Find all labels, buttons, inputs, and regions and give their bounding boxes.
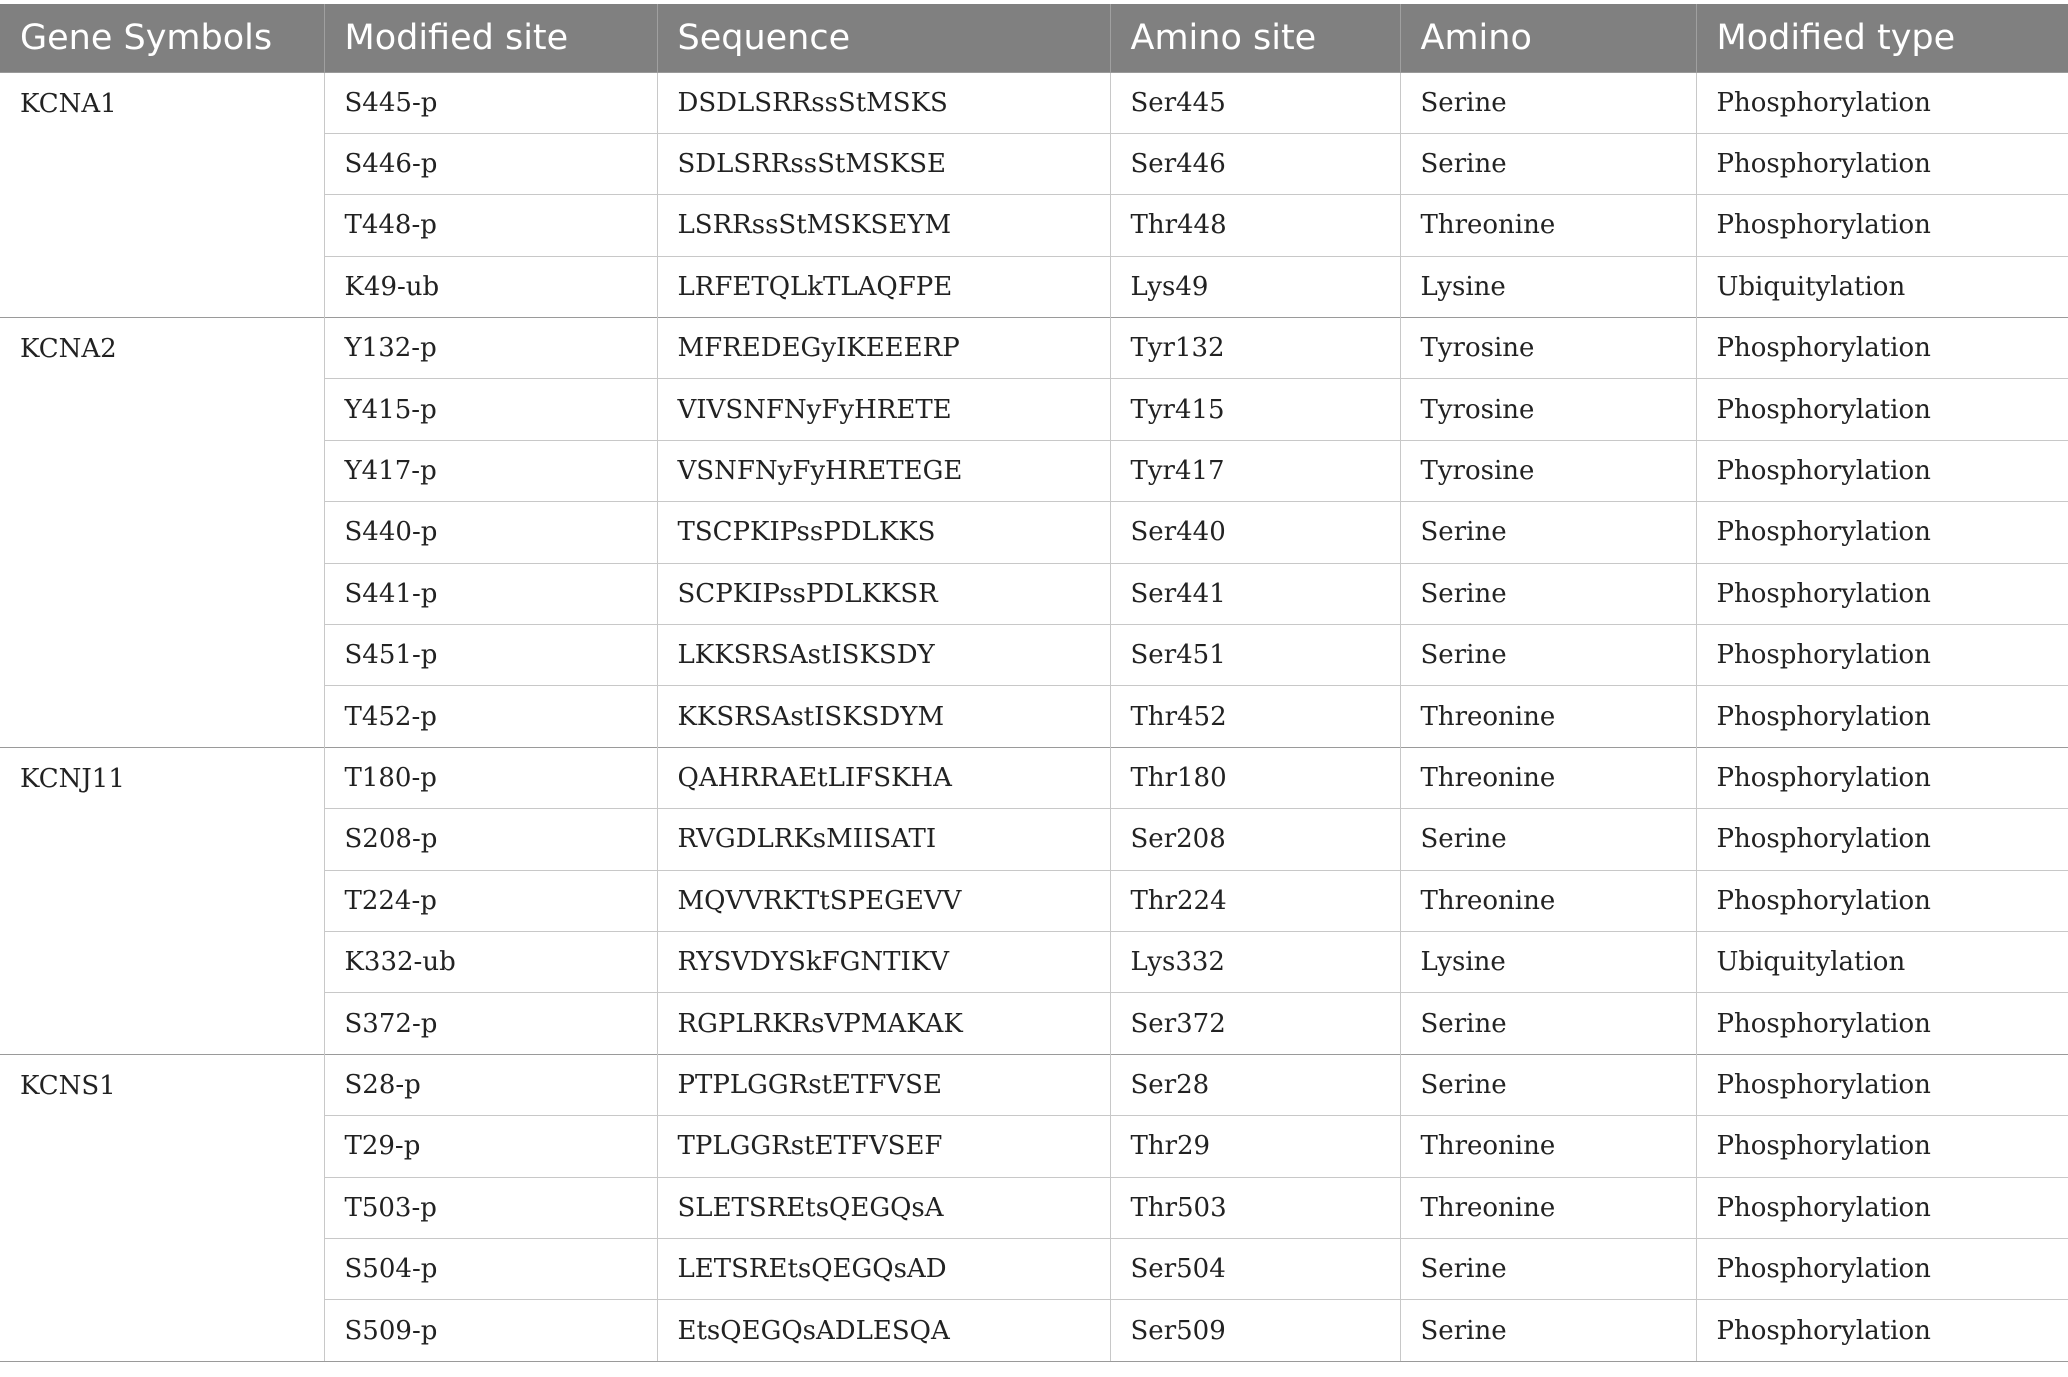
sequence-cell: VIVSNFNyFyHRETE: [657, 379, 1110, 440]
amino-cell: Serine: [1400, 1300, 1696, 1361]
amino-site-cell: Thr448: [1110, 195, 1400, 256]
amino-site-cell: Ser28: [1110, 1054, 1400, 1115]
amino-cell: Threonine: [1400, 1177, 1696, 1238]
amino-site-cell: Tyr132: [1110, 318, 1400, 379]
amino-cell: Threonine: [1400, 747, 1696, 808]
sequence-cell: QAHRRAEtLIFSKHA: [657, 747, 1110, 808]
amino-site-cell: Ser445: [1110, 72, 1400, 133]
amino-cell: Serine: [1400, 133, 1696, 194]
amino-cell: Serine: [1400, 72, 1696, 133]
amino-cell: Serine: [1400, 809, 1696, 870]
modified-type-cell: Phosphorylation: [1696, 686, 2068, 747]
gene-symbol-cell: KCNS1: [0, 1054, 324, 1361]
table-row: [0, 318, 2068, 379]
sequence-cell: TPLGGRstETFVSEF: [657, 1116, 1110, 1177]
sequence-cell: LKKSRSAstISKSDY: [657, 625, 1110, 686]
sequence-cell: RVGDLRKsMIISATI: [657, 809, 1110, 870]
modified-type-cell: Phosphorylation: [1696, 870, 2068, 931]
modified-site-cell: S451-p: [324, 625, 657, 686]
sequence-cell: SCPKIPssPDLKKSR: [657, 563, 1110, 624]
amino-cell: Lysine: [1400, 931, 1696, 992]
modified-site-cell: T29-p: [324, 1116, 657, 1177]
amino-cell: Serine: [1400, 563, 1696, 624]
header-modified-site: Modified site: [324, 4, 657, 72]
modified-type-cell: Phosphorylation: [1696, 195, 2068, 256]
amino-cell: Tyrosine: [1400, 379, 1696, 440]
modified-type-cell: Phosphorylation: [1696, 502, 2068, 563]
modified-site-cell: S504-p: [324, 1238, 657, 1299]
amino-site-cell: Ser509: [1110, 1300, 1400, 1361]
modified-type-cell: Phosphorylation: [1696, 563, 2068, 624]
ptm-table: [0, 4, 2068, 1362]
header-amino: Amino: [1400, 4, 1696, 72]
amino-cell: Tyrosine: [1400, 440, 1696, 501]
amino-cell: Serine: [1400, 625, 1696, 686]
modified-type-cell: Phosphorylation: [1696, 1300, 2068, 1361]
sequence-cell: RYSVDYSkFGNTIKV: [657, 931, 1110, 992]
amino-site-cell: Tyr417: [1110, 440, 1400, 501]
amino-site-cell: Ser504: [1110, 1238, 1400, 1299]
sequence-cell: DSDLSRRssStMSKS: [657, 72, 1110, 133]
gene-symbol-cell: KCNJ11: [0, 747, 324, 1054]
modified-site-cell: K332-ub: [324, 931, 657, 992]
header-sequence: Sequence: [657, 4, 1110, 72]
amino-site-cell: Ser208: [1110, 809, 1400, 870]
modified-type-cell: Phosphorylation: [1696, 72, 2068, 133]
amino-cell: Lysine: [1400, 256, 1696, 317]
amino-site-cell: Ser372: [1110, 993, 1400, 1054]
modified-site-cell: S446-p: [324, 133, 657, 194]
header-row: [0, 4, 2068, 72]
amino-cell: Serine: [1400, 993, 1696, 1054]
amino-site-cell: Thr29: [1110, 1116, 1400, 1177]
amino-site-cell: Tyr415: [1110, 379, 1400, 440]
amino-site-cell: Thr224: [1110, 870, 1400, 931]
modified-type-cell: Phosphorylation: [1696, 1177, 2068, 1238]
table-row: [0, 747, 2068, 808]
amino-cell: Serine: [1400, 502, 1696, 563]
amino-cell: Threonine: [1400, 195, 1696, 256]
modified-site-cell: T503-p: [324, 1177, 657, 1238]
modified-type-cell: Ubiquitylation: [1696, 256, 2068, 317]
modified-type-cell: Phosphorylation: [1696, 1054, 2068, 1115]
table-row: [0, 72, 2068, 133]
amino-cell: Threonine: [1400, 1116, 1696, 1177]
modified-site-cell: S441-p: [324, 563, 657, 624]
modified-site-cell: K49-ub: [324, 256, 657, 317]
modified-site-cell: S28-p: [324, 1054, 657, 1115]
sequence-cell: LSRRssStMSKSEYM: [657, 195, 1110, 256]
modified-site-cell: T452-p: [324, 686, 657, 747]
amino-site-cell: Thr452: [1110, 686, 1400, 747]
sequence-cell: LRFETQLkTLAQFPE: [657, 256, 1110, 317]
modified-type-cell: Phosphorylation: [1696, 1238, 2068, 1299]
sequence-cell: MQVVRKTtSPEGEVV: [657, 870, 1110, 931]
amino-site-cell: Thr180: [1110, 747, 1400, 808]
amino-site-cell: Ser441: [1110, 563, 1400, 624]
amino-cell: Tyrosine: [1400, 318, 1696, 379]
modified-site-cell: T448-p: [324, 195, 657, 256]
gene-symbol-cell: KCNA2: [0, 318, 324, 748]
sequence-cell: KKSRSAstISKSDYM: [657, 686, 1110, 747]
modified-type-cell: Phosphorylation: [1696, 318, 2068, 379]
sequence-cell: PTPLGGRstETFVSE: [657, 1054, 1110, 1115]
table-row: [0, 1054, 2068, 1115]
header-modified-type: Modified type: [1696, 4, 2068, 72]
modified-type-cell: Phosphorylation: [1696, 747, 2068, 808]
modified-type-cell: Phosphorylation: [1696, 379, 2068, 440]
modified-type-cell: Phosphorylation: [1696, 133, 2068, 194]
sequence-cell: EtsQEGQsADLESQA: [657, 1300, 1110, 1361]
table-header: [0, 4, 2068, 72]
modified-type-cell: Phosphorylation: [1696, 440, 2068, 501]
modified-site-cell: S509-p: [324, 1300, 657, 1361]
ptm-table-container: [0, 4, 2068, 1362]
modified-site-cell: S372-p: [324, 993, 657, 1054]
amino-site-cell: Lys332: [1110, 931, 1400, 992]
modified-site-cell: S208-p: [324, 809, 657, 870]
amino-cell: Threonine: [1400, 686, 1696, 747]
amino-site-cell: Ser440: [1110, 502, 1400, 563]
amino-site-cell: Lys49: [1110, 256, 1400, 317]
sequence-cell: SDLSRRssStMSKSE: [657, 133, 1110, 194]
sequence-cell: RGPLRKRsVPMAKAK: [657, 993, 1110, 1054]
amino-site-cell: Thr503: [1110, 1177, 1400, 1238]
sequence-cell: TSCPKIPssPDLKKS: [657, 502, 1110, 563]
modified-type-cell: Phosphorylation: [1696, 993, 2068, 1054]
modified-site-cell: S445-p: [324, 72, 657, 133]
amino-site-cell: Ser451: [1110, 625, 1400, 686]
header-gene-symbols: Gene Symbols: [0, 4, 324, 72]
amino-site-cell: Ser446: [1110, 133, 1400, 194]
modified-type-cell: Phosphorylation: [1696, 1116, 2068, 1177]
sequence-cell: MFREDEGyIKEEERP: [657, 318, 1110, 379]
table-body: [0, 72, 2068, 1361]
modified-type-cell: Phosphorylation: [1696, 625, 2068, 686]
header-amino-site: Amino site: [1110, 4, 1400, 72]
modified-site-cell: Y417-p: [324, 440, 657, 501]
modified-site-cell: T224-p: [324, 870, 657, 931]
amino-cell: Threonine: [1400, 870, 1696, 931]
sequence-cell: VSNFNyFyHRETEGE: [657, 440, 1110, 501]
modified-type-cell: Ubiquitylation: [1696, 931, 2068, 992]
sequence-cell: LETSREtsQEGQsAD: [657, 1238, 1110, 1299]
modified-type-cell: Phosphorylation: [1696, 809, 2068, 870]
modified-site-cell: T180-p: [324, 747, 657, 808]
amino-cell: Serine: [1400, 1238, 1696, 1299]
sequence-cell: SLETSREtsQEGQsA: [657, 1177, 1110, 1238]
modified-site-cell: S440-p: [324, 502, 657, 563]
modified-site-cell: Y415-p: [324, 379, 657, 440]
modified-site-cell: Y132-p: [324, 318, 657, 379]
gene-symbol-cell: KCNA1: [0, 72, 324, 318]
amino-cell: Serine: [1400, 1054, 1696, 1115]
